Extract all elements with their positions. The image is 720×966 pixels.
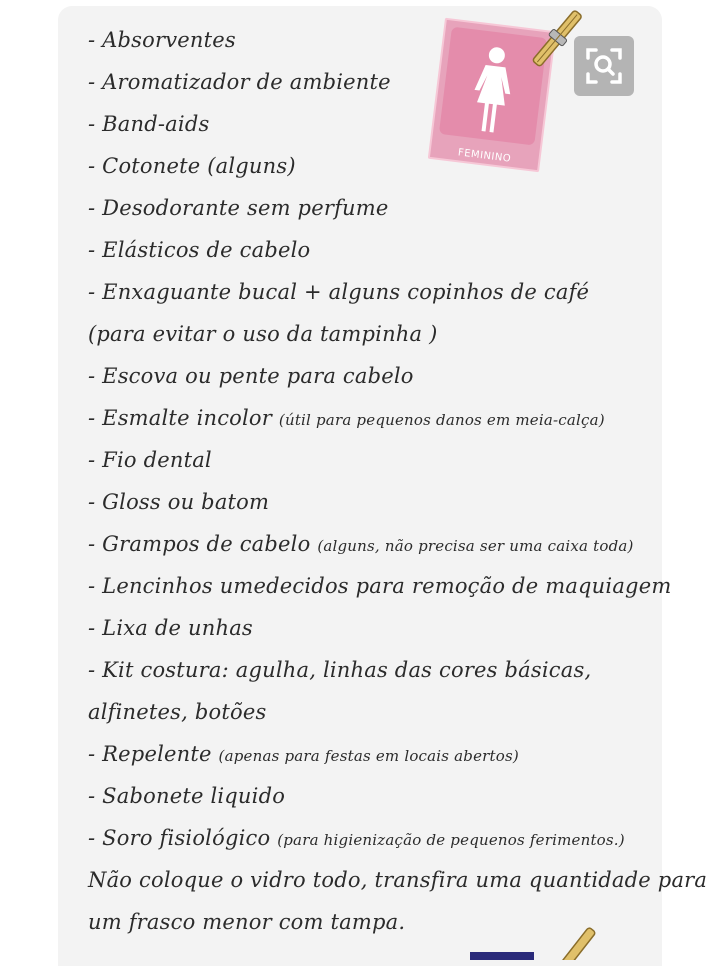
- list-item: - Desodorante sem perfume: [88, 196, 389, 220]
- list-item-continuation: alfinetes, botões: [88, 700, 267, 724]
- item-text: - Esmalte incolor: [88, 406, 273, 430]
- list-item: - Band-aids: [88, 112, 210, 136]
- item-note: (útil para pequenos danos em meia-calça): [278, 411, 605, 429]
- item-text: - Soro fisiológico: [88, 826, 271, 850]
- item-note: (apenas para festas em locais abertos): [218, 747, 519, 765]
- woman-icon: [465, 44, 520, 139]
- item-note: (para higienização de pequenos ferimentos.): [277, 831, 625, 849]
- list-item: - Cotonete (alguns): [88, 154, 296, 178]
- list-item: - Sabonete liquido: [88, 784, 286, 808]
- closing-note: Não coloque o vidro todo, transfira uma quantidade para: [88, 868, 708, 892]
- item-text: - Grampos de cabelo: [88, 532, 311, 556]
- list-item-continuation: (para evitar o uso da tampinha ): [88, 322, 438, 346]
- list-item: - Gloss ou batom: [88, 490, 270, 514]
- list-item: [88, 532, 634, 556]
- list-item: - Elásticos de cabelo: [88, 238, 311, 262]
- list-item: - Enxaguante bucal + alguns copinhos de café: [88, 280, 590, 304]
- list-item: [88, 826, 625, 850]
- closing-note: um frasco menor com tampa.: [88, 910, 406, 934]
- list-item: - Lixa de unhas: [88, 616, 253, 640]
- note-card: [58, 6, 662, 966]
- item-note: (alguns, não precisa ser uma caixa toda): [317, 537, 634, 555]
- list-item: - Fio dental: [88, 448, 212, 472]
- list-item: - Lencinhos umedecidos para remoção de maquiagem: [88, 574, 672, 598]
- expand-search-icon: [574, 36, 634, 96]
- list-item: - Escova ou pente para cabelo: [88, 364, 414, 388]
- list-item: - Aromatizador de ambiente: [88, 70, 391, 94]
- sign-label: FEMININO: [457, 147, 512, 165]
- zoom-button[interactable]: [574, 36, 634, 96]
- list-item: [88, 406, 605, 430]
- list-item: - Absorventes: [88, 28, 236, 52]
- list-item: - Kit costura: agulha, linhas das cores básicas,: [88, 658, 592, 682]
- clothespin-icon: [470, 926, 610, 960]
- list-item: [88, 742, 519, 766]
- item-text: - Repelente: [88, 742, 212, 766]
